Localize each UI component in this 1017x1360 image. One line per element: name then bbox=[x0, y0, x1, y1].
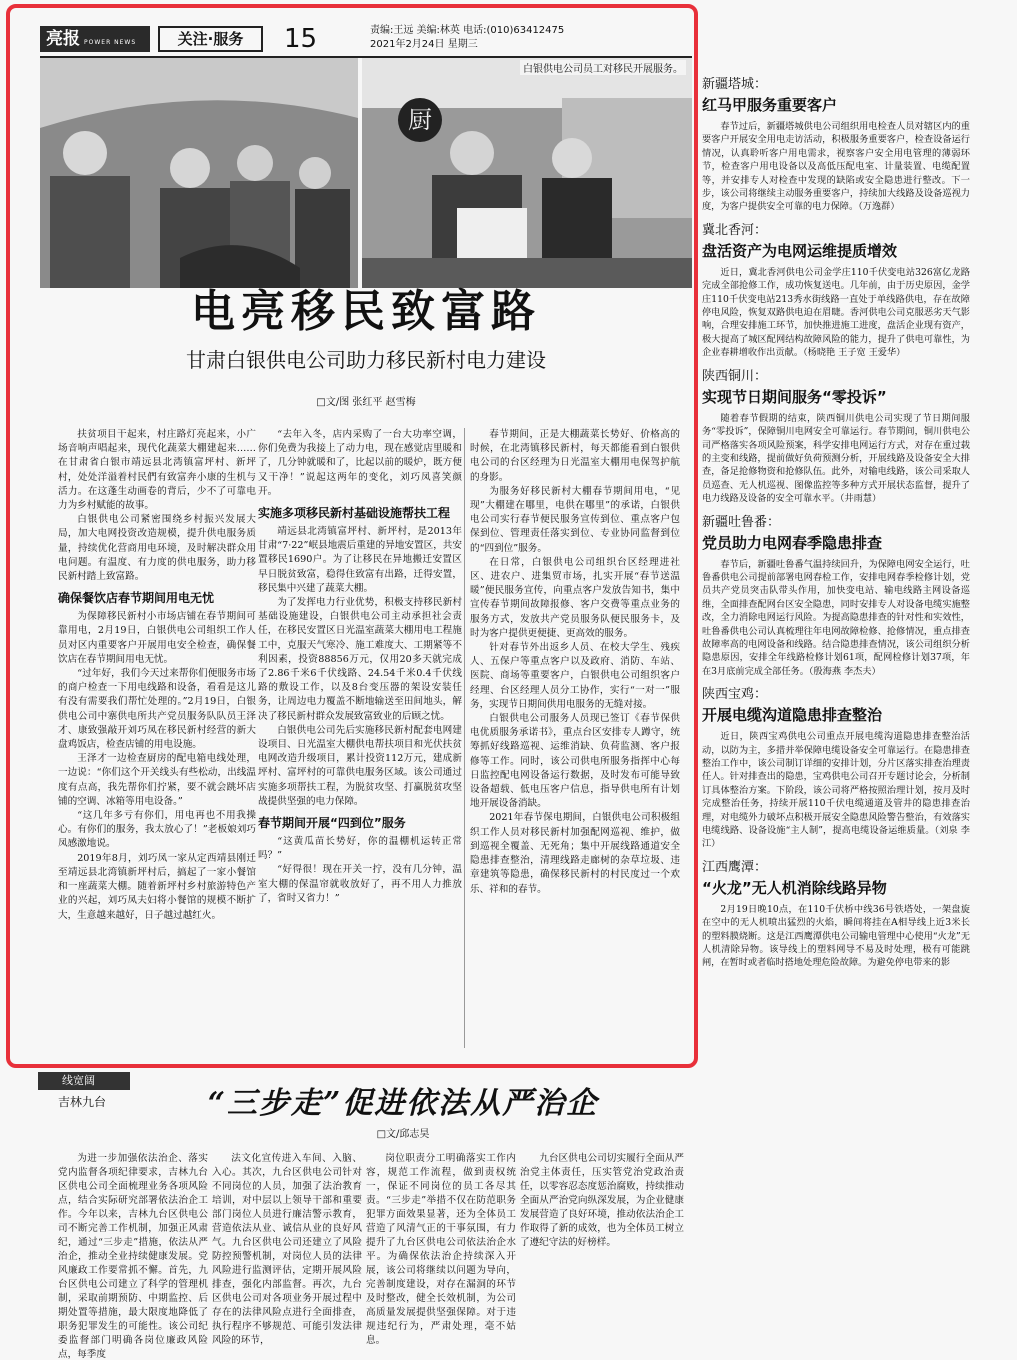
article-headline: 电亮移民致富路 bbox=[191, 286, 541, 337]
article-paragraph: 在日常，白银供电公司组织台区经理进社区、进农户、进集贸市场，扎实开展“春节送温暖”便民服务宣传，向重点客户发放告知书，集中宣传春节期间故障报修、客户交费等重点业务的服务方式，发放共产党员服务队便民服务卡，及时为客户提供更便捷、更高效的服务。 bbox=[470, 556, 680, 639]
article-paragraph: 春节期间，正是大棚蔬菜长势好、价格高的时候，在北湾镇移民新村，每天都能看到白银供电公司的台区经理为日光温室大棚用电保驾护航的身影。 bbox=[470, 429, 680, 483]
bottom-byline: □文/邱志昊 bbox=[376, 1129, 430, 1140]
page-number: 15 bbox=[284, 24, 318, 54]
article-byline: □文/图 张红平 赵雪梅 bbox=[316, 397, 416, 408]
bottom-kicker: 线宽阔 bbox=[38, 1072, 130, 1090]
article-paragraph: 靖远县北湾镇富坪村、新坪村，是2013年甘肃“7·22”岷县地震后重建的异地安置区，共安置移民1690户。为了让移民在异地搬迁安置区早日脱贫致富，稳得住致富有出路，迁得安置，移民集中兴建了蔬菜大棚。 bbox=[258, 526, 462, 594]
article-paragraph: “过年好，我们今天过来帮你们便服务市场的商户检查一下用电线路和设备，看看是这儿有没有需要我们帮忙处理的。”2月19日，白银供电公司中寨供电所共产党员服务队队员王泽才、康致强敲开刘巧凤在移民新村经营的新大盘鸡饭店，检查店铺的用电设施。 bbox=[58, 668, 256, 751]
section-label: 关注·服务 bbox=[158, 26, 263, 52]
brief-text: 近日，冀北香河供电公司金学庄110千伏变电站326富亿龙路完成全部抢修工作，成功恢复送电。几年前，由于历史原因，金学庄110千伏变电站213秀水街线路一直处于单线路供电，存在故障停电风险，恢复双路供电迫在眉睫。香河供电公司克服恶劣天气影响，合理安排施工环节，加快推进施工进度，盘活企业现有资产，极大提高了城区配网结构故障风险的能力，提升了供电可靠性，为企业春耕增收作出贡献。（杨晓艳 王子宽 王爱华） bbox=[702, 266, 970, 359]
news-brief bbox=[702, 859, 970, 970]
bottom-column-3 bbox=[366, 1152, 516, 1360]
bottom-place: 吉林九台 bbox=[58, 1095, 107, 1109]
brief-location: 新疆塔城： bbox=[702, 77, 768, 92]
brief-text: 随着春节假期的结束，陕西铜川供电公司实现了节日期间服务“零投诉”，保障铜川电网安全可靠运行。春节期间，铜川供电公司严格落实各项风险预案，科学安排电网运行方式，对存在重过载的主变和线路，提前做好负荷预测分析，开展线路及设备安全大排查，备足抢修物资和抢修队伍。此外，对输电线路，该公司采取人员巡查、无人机巡视、图像监控等多种方式开展状态监督，提升了电力线路及设备的安全可靠水平。（井雨慧） bbox=[702, 412, 970, 505]
article-subheading: 确保餐饮店春节期间用电无忧 bbox=[58, 591, 215, 606]
news-brief bbox=[702, 222, 970, 360]
photo-caption: 白银供电公司员工对移民开展服务。 bbox=[520, 60, 686, 75]
article-paragraph: 白银供电公司紧密围绕乡村振兴发展大局，加大电网投资改造规模，提升供电服务质量，持续优化营商用电环境，及时解决群众用电问题。有温度、有力度的供电服务，助力移民新村踏上致富路。 bbox=[58, 514, 256, 583]
brief-location: 陕西铜川： bbox=[702, 368, 768, 384]
article-subheading: 实施多项移民新村基础设施帮扶工程 bbox=[258, 506, 451, 521]
bottom-paragraph: 九台区供电公司切实履行全面从严治党主体责任，压实管党治党政治责任，以零容忍态度惩治腐败，持续推动全面从严治党向纵深发展，为企业健康发展营造了良好环境，推动依法治企工作取得了新的成效，也为全体员工树立了遵纪守法的好榜样。 bbox=[520, 1153, 684, 1248]
article-paragraph: “去年入冬，店内采购了一台大功率空调，你们免费为我接上了动力电，现在感觉店里暖和了，几分钟就暖和了，比起以前的暖炉，既方便又干净！”说起这两年的变化，刘巧凤喜笑颜开。 bbox=[258, 429, 462, 497]
bottom-paragraph: 为进一步加强依法治企、落实党内监督各项纪律要求，吉林九台区供电公司全面梳理业务各项风险点，结合实际研究部署依法治企工作。今年以来，吉林九台区供电公司不断完善工作机制，加强正风肃纪，通过“三步走”措施，依法从严治企，推动全业持续健康发展。党风廉政工作要常抓不懈。首先，九台区供电公司建立了科学的管理机制，采取前期预防、中期监控、后期处置等措施，最大限度地降低了职务犯罪发生的可能性。该公司纪委监督部门明确各岗位廉政风险点，每季度 bbox=[58, 1153, 208, 1360]
photo-restaurant-illustration bbox=[362, 58, 692, 288]
article-paragraph: “这黄瓜苗长势好，你的温棚机运转正常吗？” bbox=[258, 836, 462, 862]
article-paragraph: 2019年8月，刘巧凤一家从定西靖县刚迁至靖远县北湾镇新坪村后，搞起了一家小餐馆和一座蔬菜大棚。随着新坪村乡村旅游特色产业的兴起，刘巧凤夫妇将小餐馆的规模不断扩大，生意越来越好，日子越过越红火。 bbox=[58, 852, 256, 921]
brief-location: 冀北香河： bbox=[702, 222, 768, 238]
brief-text: 2月19日晚10点，在110千伏桥中线36号铁塔处，一架盘旋在空中的无人机喷出猛烈的火焰，瞬间将挂在A相导线上近3米长的塑料膜烧断。这是江西鹰潭供电公司输电管理中心使用“火龙”无人机清除异物。该导线上的塑料网导不易及时处理，极有可能跳闸，在暂时或者临时搭地处理危险故障。为避免停电带来的影 bbox=[702, 903, 970, 969]
news-brief bbox=[702, 76, 970, 214]
bottom-headline: “三步走”促进依法从严治企 bbox=[207, 1086, 599, 1121]
brief-text: 春节过后，新疆塔城供电公司组织用电检查人员对辖区内的重要客户开展安全用电走访活动，积极服务重要客户，检查设备运行情况，认真聆听客户用电需求，视察客户安全用电管理的薄弱环节，检查客户用电设备以及高低压配电室、计量装置、电缆配置等，并安排专人对检查中发现的缺陷或安全隐患进行整改。下一步，该公司将继续主动服务重要客户，持续加大线路及设备巡视力度，为客户提供安全可靠的电力保障。（万逸群） bbox=[702, 121, 970, 213]
article-paragraph: 扶贫项目干起来，村庄路灯亮起来，小广场音响声唱起来，现代化蔬菜大棚建起来……在甘肃省白银市靖远县北湾镇富坪村、新坪村，处处洋溢着村民們有致富奔小康的生机与活力。在这蓬生动画卷的背后，少不了可靠电力为乡村赋能的故事。 bbox=[58, 429, 256, 512]
masthead bbox=[40, 22, 692, 56]
brief-location: 新疆吐鲁番： bbox=[702, 514, 781, 530]
article-paragraph: 针对春节外出返乡人员、在校大学生、残疾人、五保户等重点客户以及政府、消防、车站、医院、商场等重要客户，白银供电公司组织客户经理、台区经理人员分工协作，实行“一对一”服务，实现节日期间供用电服务的无缝对接。 bbox=[470, 642, 680, 710]
article-paragraph: 为保障移民新村小市场店铺在春节期间可靠用电，2月19日，白银供电公司组织工作人员对区内重要客户开展用电安全检查，确保餐饮店在春节期间用电无忧。 bbox=[58, 611, 256, 665]
article-paragraph: “好得很！现在开关一拧，没有几分钟，温室大棚的保温帘就收放好了，再不用人力推放了，省时又省力！” bbox=[258, 864, 462, 904]
photo-greenhouse-workers bbox=[40, 58, 358, 288]
brief-title: 党员助力电网春季隐患排查 bbox=[702, 533, 883, 552]
article-paragraph: “这几年多亏有你们，用电再也不用我操心。有你们的服务，我太放心了！”老板娘刘巧凤感激地说。 bbox=[58, 810, 256, 850]
article-paragraph: 白银供电公司先后实施移民新村配套电网建设项目、日光温室大棚供电帮扶项目和光伏扶贫电网改造升级项目，累计投资112万元，建成新坪村、富坪村的可靠供电服务区域。该公司通过实施多项帮扶工程，为脱贫攻坚、打赢脱贫攻坚战提供坚强的电力保障。 bbox=[258, 724, 462, 807]
article-paragraph: 为服务好移民新村大棚春节期间用电，“见现”大棚建在哪里，电供在哪里”的承诺，白银供电公司实行春节便民服务宣传到位、重点客户包保到位、管理责任落实到位、专业协同监督到位的“四到位”服务。 bbox=[470, 485, 680, 554]
article-paragraph: 2021年春节保电期间，白银供电公司积极组织工作人员对移民新村加强配网巡视、维护，做到巡视全覆盖、无死角；集中开展线路通道安全隐患排查整治，清理线路走廊树的杂草垃圾、违章建筑等隐患，确保移民新村的村民度过一个欢乐、祥和的春节。 bbox=[470, 812, 680, 895]
brief-title: 开展电缆沟道隐患排查整治 bbox=[702, 706, 883, 725]
photo-restaurant-service bbox=[362, 58, 692, 288]
news-briefs-sidebar bbox=[702, 76, 970, 1360]
brief-title: “火龙”无人机消除线路异物 bbox=[702, 878, 887, 897]
brief-title: 实现节日期间服务“零投诉” bbox=[702, 387, 887, 406]
article-column-1 bbox=[58, 428, 256, 1048]
bottom-paragraph: 法文化宣传进入车间、入脑、入心。其次，九台区供电公司针对不同岗位的人员，加强了法治教育培训，对中层以上领导干部和重要部门岗位人员进行廉洁警示教育，营造依法从业、诚信从业的良好风气。九台区供电公司还建立了风险防控预警机制，对岗位人员的法律风险进行监测评估，定期开展风险排查，强化内部监督。再次，九台区供电公司对各项业务开展过程中存在的法律风险点进行全面排查，执行程序不够规范、可能引发法律风险的环节， bbox=[212, 1153, 362, 1346]
photo-greenhouse-illustration bbox=[40, 58, 358, 288]
news-brief bbox=[702, 368, 970, 506]
kitchen-sign: 厨 bbox=[398, 98, 442, 142]
news-brief bbox=[702, 514, 970, 679]
brief-location: 陕西宝鸡： bbox=[702, 687, 768, 703]
brief-text: 春节后，新疆吐鲁番气温持续回升，为保障电网安全运行，吐鲁番供电公司提前部署电网春检工作，安排电网春季检修计划，党员共产党员突击队带头作用，加快变电站、输电线路主网设备巡维，全面排查配网台区安全隐患，同时安排专人对设备电缆实施整改，全力消除电网运行风险。为提高隐患排查的针对性和实效性，吐鲁番供电公司认真梳理往年电网故障检修、抢修情况，重点排查故障率高的电网设备和线路。结合隐患排查情况，该公司组织分析隐患原因，安排全年线路检修计划61项，配网检修计划37项，年在3月底前完成全部任务。（殷海燕 李杰夫） bbox=[702, 558, 970, 677]
brief-text: 近日，陕西宝鸡供电公司重点开展电缆沟道隐患排查整治活动，以防为主，多措并举保障电缆设备安全可靠运行。在隐患排查整治工作中，该公司制订详细的安排计划，分片区落实排查治理责任人。针对排查出的隐患，宝鸡供电公司召开专题讨论会，分析制订具体整治方案。下阶段，该公司将严格按照治理计划，按月及时完成整治任务，持续开展110千伏电缆通道及管井的隐患排查治理，对电缆外力破坏点积极开展安全隐患风险警告整治，有效落实电缆线路、设备设施“主人制”，提高电缆设备运维质量。（刘泉 李江） bbox=[702, 731, 970, 850]
bottom-column-1 bbox=[58, 1152, 208, 1360]
article-subheadline: 甘肃白银供电公司助力移民新村电力建设 bbox=[186, 348, 546, 372]
brief-title: 红马甲服务重要客户 bbox=[702, 96, 838, 114]
article-paragraph: 白银供电公司服务人员现已签订《春节保供电优质服务承诺书》，重点台区安排专人蹲守，统筹抓好线路巡视、运维消缺、负荷监测、客户报修等工作。同时，该公司供电所服务指挥中心每日监控配电网设备运行数据，及时发布可能导致设备超载、低电压客户信息，指导供电所有计划地开展设备消缺。 bbox=[470, 713, 680, 810]
brief-location: 江西鹰潭： bbox=[702, 859, 768, 875]
article-paragraph: 王泽才一边检查厨房的配电箱电线处理，一边说：“你们这个开关线头有些松动，出线温度有点高，我先帮你们拧紧，要不就会跳坏店铺的空调、冰箱等用电设备。” bbox=[58, 753, 256, 807]
article-subheading: 春节期间开展“四到位”服务 bbox=[258, 816, 406, 831]
column-divider bbox=[464, 428, 465, 1048]
article-column-2 bbox=[258, 428, 462, 1048]
article-column-3 bbox=[470, 428, 680, 1048]
news-brief bbox=[702, 686, 970, 851]
bottom-column-4 bbox=[520, 1152, 684, 1360]
issue-date: 2021年2月24日 星期三 bbox=[370, 39, 478, 50]
bottom-column-2 bbox=[212, 1152, 362, 1360]
editors-line: 责编:王远 美编:林英 电话:(010)63412475 bbox=[370, 25, 565, 36]
brief-title: 盘活资产为电网运维提质增效 bbox=[702, 241, 898, 260]
newspaper-logo: 亮报 POWER NEWS bbox=[40, 26, 150, 52]
masthead-meta bbox=[370, 24, 564, 52]
article-paragraph: 为了发挥电力行业优势，积极支持移民新村基础设施建设，白银供电公司主动承担社会责任，在移民安置区日光温室蔬菜大棚用电工程施工中，克服天气寒冷、施工难度大、工期紧等不利因素，投资88856万元，仅用20多天就完成了2.86千米6千伏线路、24.54千米0.4千伏线路的敷设工作，以及8台变压器的架设安装任务，让周边电力覆盖不断地输送至田间地头，解决了移民新村群众发展致富致业的后顾之忧。 bbox=[258, 597, 462, 722]
bottom-paragraph: 岗位职责分工明确落实工作内容，规范工作流程，做到责权统一，保证不同岗位的员工各尽其责。“三步走”举措不仅在防范职务犯罪方面效果显著，还为全体员工营造了风清气正的干事氛围，有力提升了九台区供电公司依法治企水平。为确保依法治企持续深入开展，该公司将继续以问题为导向，完善制度建设，对存在漏洞的环节及时整改，健全长效机制，为公司高质量发展提供坚强保障。对于违规违纪行为，严肃处理，毫不姑息。 bbox=[366, 1153, 516, 1346]
